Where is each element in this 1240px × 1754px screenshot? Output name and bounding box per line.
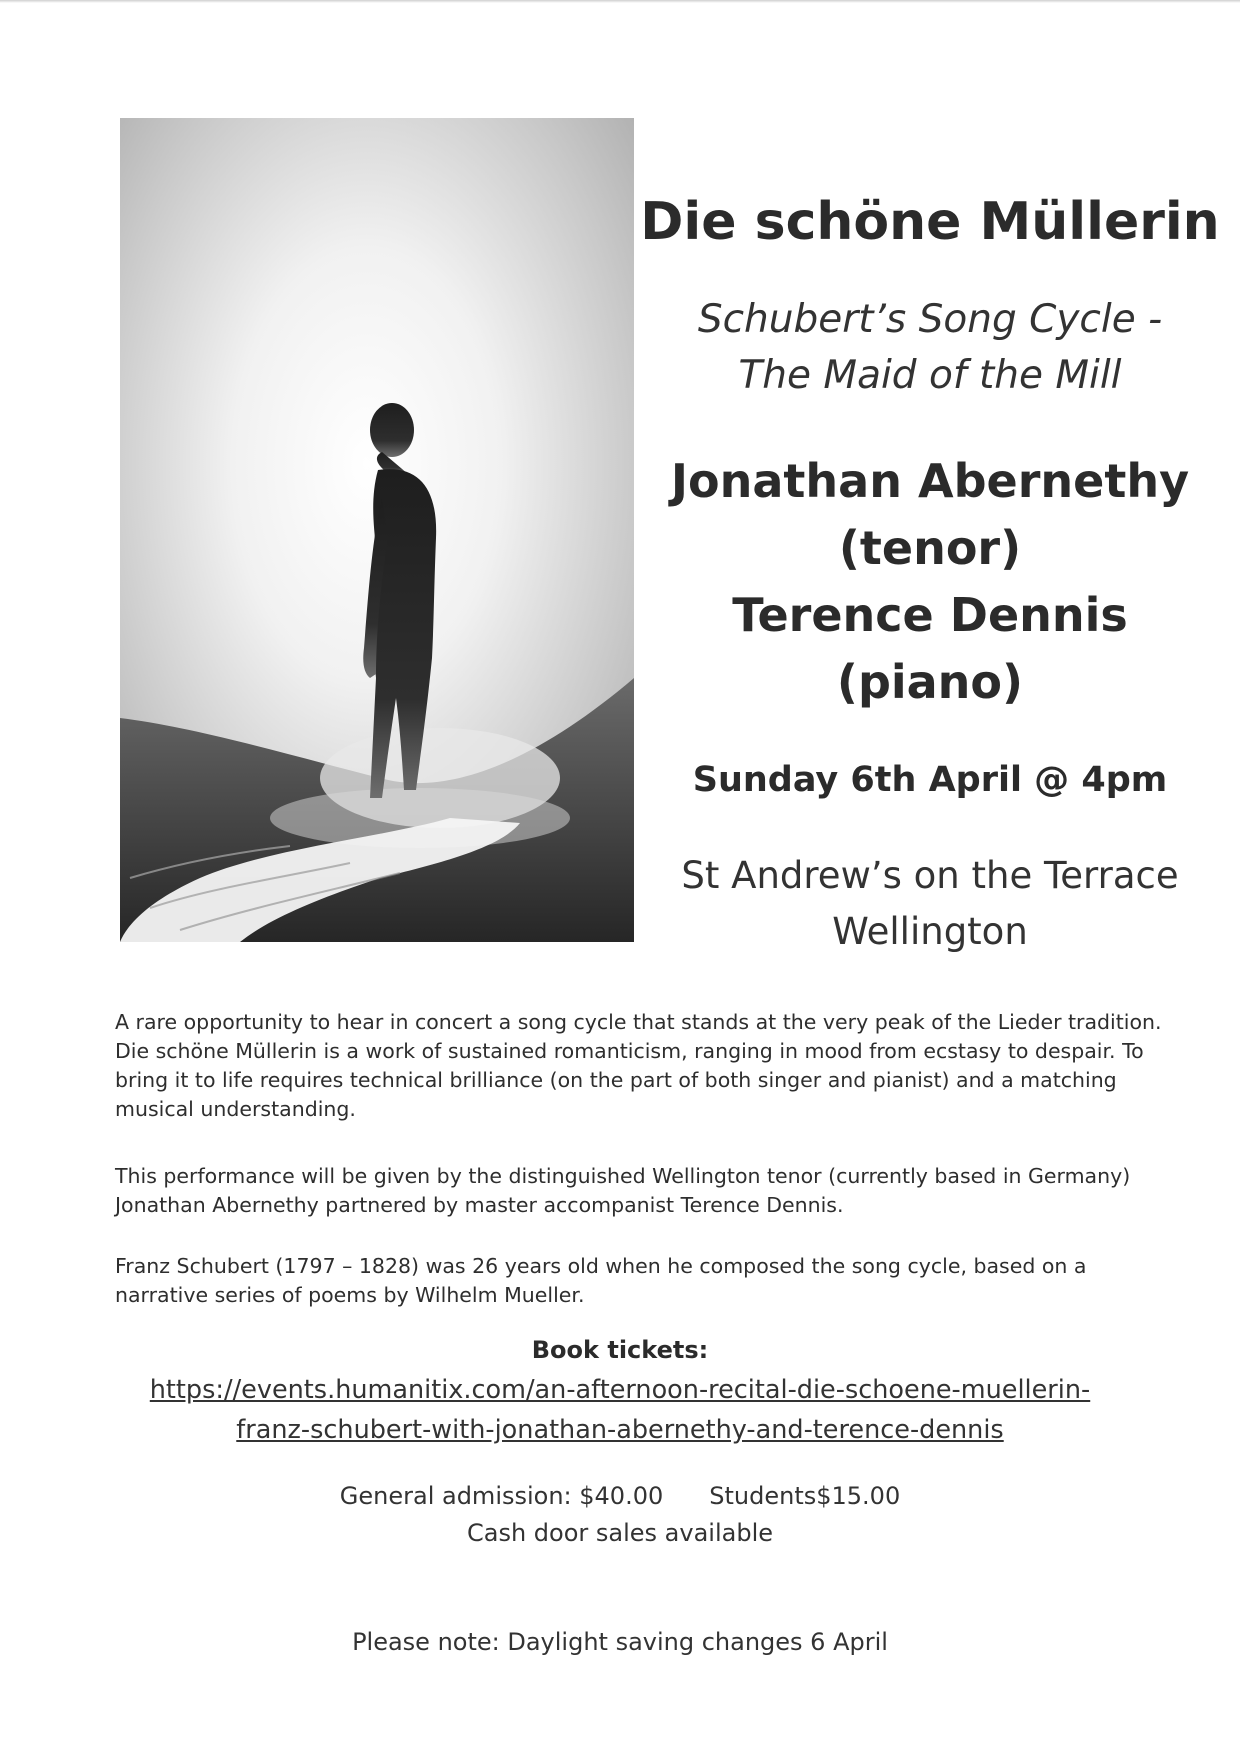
book-tickets-heading: Book tickets:	[531, 1336, 709, 1364]
performers	[640, 448, 1220, 716]
event-venue	[640, 848, 1220, 960]
cash-door-sales: Cash door sales available	[466, 1519, 773, 1547]
venue-line-1: St Andrew’s on the Terrace	[681, 854, 1179, 897]
venue-line-2: Wellington	[832, 910, 1028, 953]
description-paragraph-1: A rare opportunity to hear in concert a song cycle that stands at the very peak of the Lieder tradition. Die schöne Müllerin is a work of sustained romanticism, ranging in mood from ecstasy to despair. To bring it to life requires technical brilliance (on the part of both singer and pianist) and a matching musical understanding.	[115, 1010, 1162, 1121]
event-date: Sunday 6th April @ 4pm	[692, 760, 1168, 800]
event-title: Die schöne Müllerin	[640, 192, 1220, 252]
ticket-link-line-1[interactable]: https://events.humanitix.com/an-afternoon-recital-die-schoene-muellerin-	[149, 1375, 1091, 1405]
event-subtitle	[640, 292, 1220, 404]
description-paragraph-3: Franz Schubert (1797 – 1828) was 26 years old when he composed the song cycle, based on a narrative series of poems by Wilhelm Mueller.	[115, 1254, 1087, 1307]
performer-piano-role: (piano)	[836, 655, 1024, 709]
performer-tenor-name: Jonathan Abernethy	[670, 454, 1190, 508]
scan-edge	[0, 0, 1240, 3]
prices	[0, 1478, 1240, 1514]
ticket-link-line-2[interactable]: franz-schubert-with-jonathan-abernethy-and-terence-dennis	[236, 1415, 1004, 1445]
poster-image-figure-by-water	[120, 118, 634, 942]
subtitle-line-2: The Maid of the Mill	[738, 353, 1122, 398]
daylight-saving-note: Please note: Daylight saving changes 6 April	[352, 1628, 888, 1656]
description-paragraph-2: This performance will be given by the distinguished Wellington tenor (currently based in Germany) Jonathan Abernethy partnered by master accompanist Terence Dennis.	[115, 1164, 1131, 1217]
student-price: Students$15.00	[709, 1482, 901, 1510]
performer-piano-name: Terence Dennis	[732, 588, 1128, 642]
general-admission-price: General admission: $40.00	[339, 1482, 664, 1510]
performer-tenor-role: (tenor)	[838, 521, 1022, 575]
subtitle-line-1: Schubert’s Song Cycle -	[697, 297, 1163, 342]
ticket-link[interactable]	[60, 1370, 1180, 1450]
